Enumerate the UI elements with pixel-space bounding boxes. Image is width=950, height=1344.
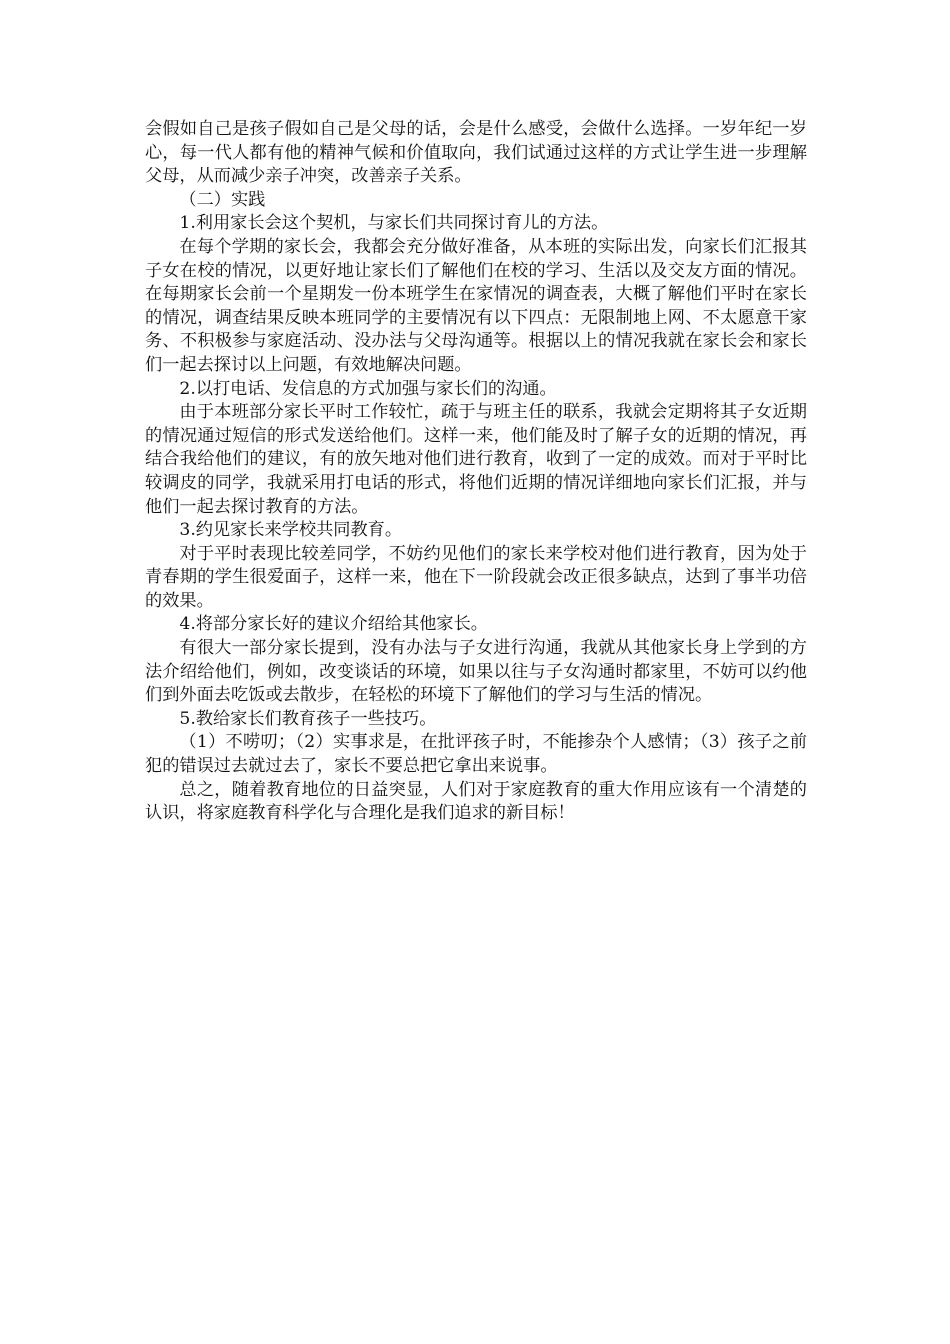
paragraph-parent-meeting: 在每个学期的家长会，我都会充分做好准备，从本班的实际出发，向家长们汇报其子女在校的情况，以更好地让家长们了解他们在校的学习、生活以及交友方面的情况。在每期家长会前一个星期发一份本班学生在家情况的调查表，大概了解他们平时在家长的情况，调查结果反映本班同学的主要情况有以下四点：无限制地上网、不太愿意干家务、不积极参与家庭活动、没办法与父母沟通等。根据以上的情况我就在家长会和家长们一起去探讨以上问题，有效地解决问题。	[145, 236, 807, 375]
paragraph-invite-parents: 对于平时表现比较差同学，不妨约见他们的家长来学校对他们进行教育，因为处于青春期的学生很爱面子，这样一来，他在下一阶段就会改正很多缺点，达到了事半功倍的效果。	[145, 543, 807, 611]
paragraph-conclusion: 总之，随着教育地位的日益突显，人们对于家庭教育的重大作用应该有一个清楚的认识，将家庭教育科学化与合理化是我们追求的新目标！	[145, 779, 807, 824]
item-heading-3: 3.约见家长来学校共同教育。	[179, 520, 403, 541]
paragraph-techniques: （1）不唠叨；（2）实事求是，在批评孩子时，不能掺杂个人感情；（3）孩子之前犯的错误过去就过去了，家长不要总把它拿出来说事。	[145, 732, 807, 777]
paragraph-intro: 会假如自己是孩子假如自己是父母的话，会是什么感受，会做什么选择。一岁年纪一岁心，每一代人都有他的精神气候和价值取向，我们试通过这样的方式让学生进一步理解父母，从而减少亲子冲突，改善亲子关系。	[145, 119, 807, 187]
document-page	[145, 118, 807, 826]
paragraph-share-suggestions: 有很大一部分家长提到，没有办法与子女进行沟通，我就从其他家长身上学到的方法介绍给他们，例如，改变谈话的环境，如果以往与子女沟通时都家里，不妨可以约他们到外面去吃饭或去散步，在轻松的环境下了解他们的学习与生活的情况。	[145, 638, 807, 706]
item-heading-1: 1.利用家长会这个契机，与家长们共同探讨育儿的方法。	[179, 213, 609, 234]
item-heading-5: 5.教给家长们教育孩子一些技巧。	[179, 708, 437, 729]
item-heading-4: 4.将部分家长好的建议介绍给其他家长。	[179, 614, 488, 635]
item-heading-2: 2.以打电话、发信息的方式加强与家长们的沟通。	[179, 378, 557, 399]
paragraph-phone-message: 由于本班部分家长平时工作较忙，疏于与班主任的联系，我就会定期将其子女近期的情况通过短信的形式发送给他们。这样一来，他们能及时了解子女的近期的情况，再结合我给他们的建议，有的放矢地对他们进行教育，收到了一定的成效。而对于平时比较调皮的同学，我就采用打电话的形式，将他们近期的情况详细地向家长们汇报，并与他们一起去探讨教育的方法。	[145, 402, 807, 517]
section-heading-practice: （二）实践	[179, 189, 266, 210]
